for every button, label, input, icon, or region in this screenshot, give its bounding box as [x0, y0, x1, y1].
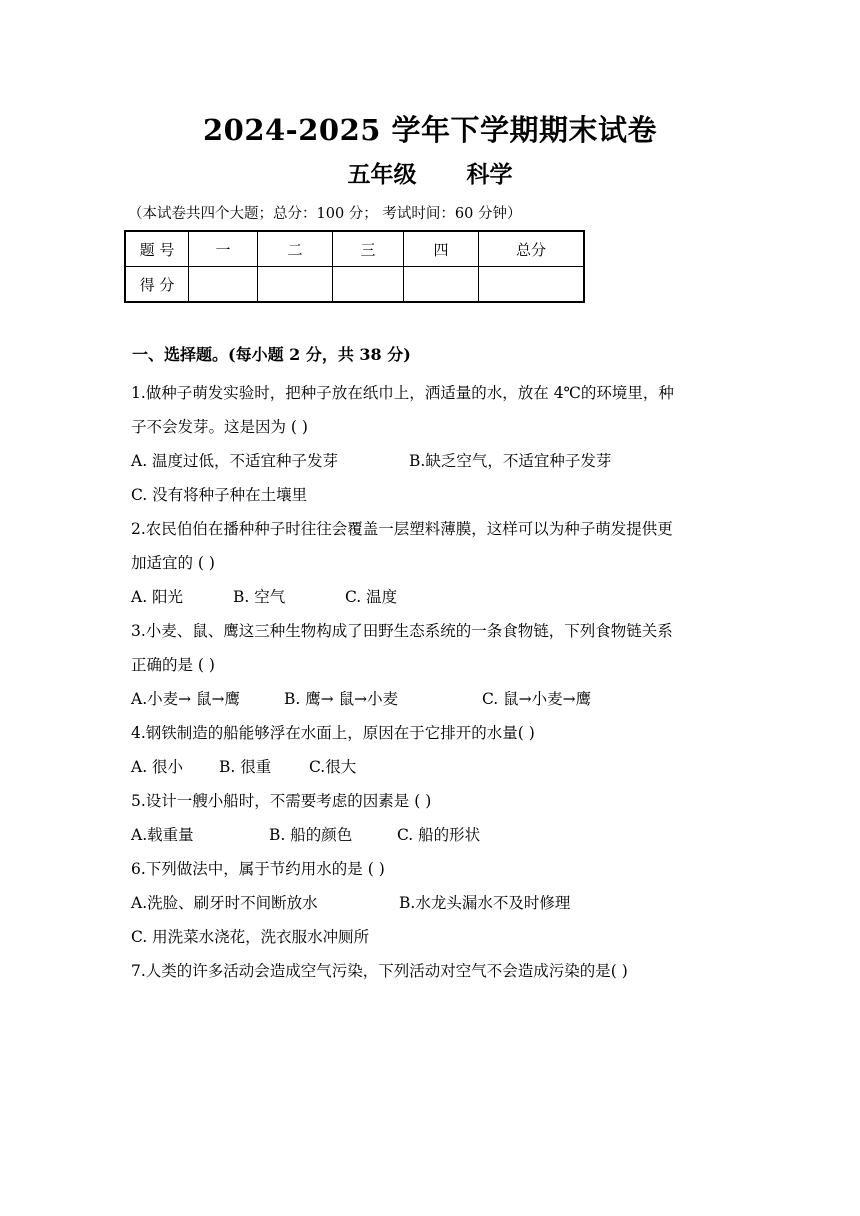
option-a[interactable]: A.载重量	[131, 826, 194, 844]
score-table	[124, 230, 585, 303]
score-cell-empty[interactable]	[479, 267, 585, 303]
option-a[interactable]: A.小麦→ 鼠→鹰	[131, 690, 241, 708]
option-b[interactable]: B. 很重	[219, 758, 272, 776]
option-c[interactable]: C. 鼠→小麦→鹰	[482, 690, 592, 708]
score-table-score-row	[125, 267, 584, 303]
question-line: 1.做种子萌发实验时，把种子放在纸巾上，洒适量的水，放在 4℃的环境里，种	[131, 384, 674, 402]
question-line: 正确的是 ( )	[131, 656, 215, 674]
option-c[interactable]: C. 船的形状	[397, 826, 481, 844]
option-line	[131, 580, 731, 614]
score-cell-label: 题 号	[125, 231, 189, 267]
grade-label: 五年级	[347, 161, 417, 188]
question-list	[131, 376, 731, 988]
exam-note: （本试卷共四个大题；总分：100 分； 考试时间：60 分钟）	[128, 206, 522, 222]
question-line: 6.下列做法中，属于节约用水的是 ( )	[131, 860, 385, 878]
score-table-header-row	[125, 231, 584, 267]
option-a[interactable]: A.洗脸、刷牙时不间断放水	[131, 894, 318, 912]
option-line	[131, 444, 731, 478]
option-a[interactable]: A. 阳光	[131, 588, 184, 606]
question-line: 2.农民伯伯在播种种子时往往会覆盖一层塑料薄膜，这样可以为种子萌发提供更	[131, 520, 673, 538]
option-a[interactable]: A. 很小	[131, 758, 184, 776]
score-cell-empty[interactable]	[189, 267, 258, 303]
option-b[interactable]: B. 船的颜色	[269, 826, 353, 844]
question-line: 加适宜的 ( )	[131, 554, 215, 572]
option-line	[131, 920, 731, 954]
subject-label: 科学	[466, 161, 513, 188]
score-cell-header: 一	[189, 231, 258, 267]
question-line: 子不会发芽。这是因为 ( )	[131, 418, 308, 436]
score-cell-header: 总分	[479, 231, 585, 267]
score-cell-empty[interactable]	[258, 267, 333, 303]
score-cell-empty[interactable]	[404, 267, 479, 303]
question-line: 3.小麦、鼠、鹰这三种生物构成了田野生态系统的一条食物链，下列食物链关系	[131, 622, 673, 640]
option-c[interactable]: C. 没有将种子种在土壤里	[131, 486, 308, 504]
score-cell-header: 四	[404, 231, 479, 267]
option-line	[131, 750, 731, 784]
score-cell-header: 三	[333, 231, 404, 267]
option-c[interactable]: C.很大	[309, 758, 357, 776]
option-c[interactable]: C. 温度	[345, 588, 398, 606]
option-b[interactable]: B.缺乏空气，不适宜种子发芽	[409, 452, 612, 470]
option-a[interactable]: A. 温度过低，不适宜种子发芽	[131, 452, 339, 470]
exam-title: 2024-2025 学年下学期期末试卷	[202, 113, 658, 147]
option-b[interactable]: B. 空气	[233, 588, 286, 606]
score-cell-empty[interactable]	[333, 267, 404, 303]
option-line	[131, 682, 731, 716]
option-line	[131, 886, 731, 920]
option-c[interactable]: C. 用洗菜水浇花，洗衣服水冲厕所	[131, 928, 370, 946]
option-line	[131, 478, 731, 512]
question-line: 5.设计一艘小船时，不需要考虑的因素是 ( )	[131, 792, 432, 810]
question-line: 7.人类的许多活动会造成空气污染，下列活动对空气不会造成污染的是( )	[131, 962, 628, 980]
option-line	[131, 818, 731, 852]
score-cell-header: 二	[258, 231, 333, 267]
exam-subtitle	[0, 156, 860, 189]
section-heading: 一、选择题。(每小题 2 分，共 38 分)	[132, 345, 411, 364]
option-b[interactable]: B.水龙头漏水不及时修理	[399, 894, 571, 912]
score-cell-label: 得 分	[125, 267, 189, 303]
question-line: 4.钢铁制造的船能够浮在水面上，原因在于它排开的水量( )	[131, 724, 535, 742]
option-b[interactable]: B. 鹰→ 鼠→小麦	[284, 690, 399, 708]
